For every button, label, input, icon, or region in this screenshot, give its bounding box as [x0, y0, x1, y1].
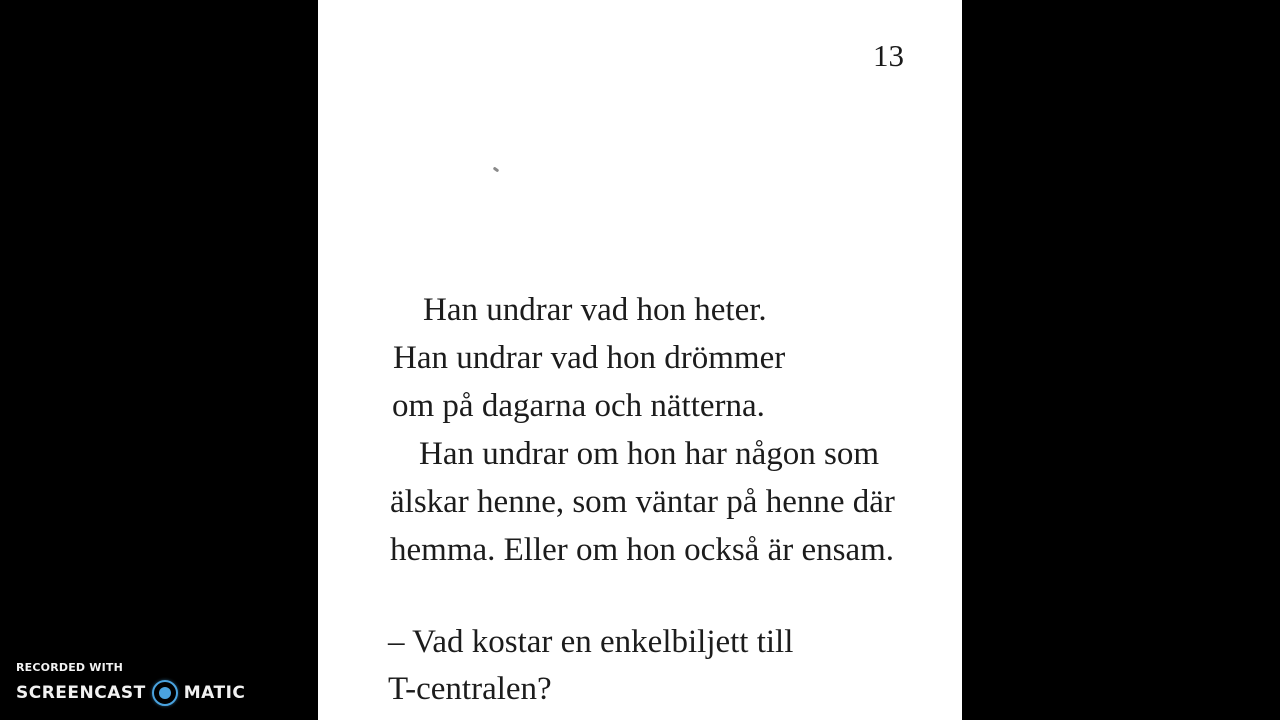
watermark-brand [16, 680, 245, 706]
text-line: Han undrar vad hon drömmer [393, 340, 786, 376]
screencast-watermark [16, 660, 256, 710]
watermark-recorded-with: RECORDED WITH [16, 661, 124, 674]
text-line: – Vad kostar en enkelbiljett till [388, 624, 794, 660]
text-line: Han undrar om hon har någon som [419, 436, 880, 472]
text-line: Han undrar vad hon heter. [423, 292, 767, 328]
text-line: hemma. Eller om hon också är ensam. [390, 532, 895, 568]
watermark-brand-left: SCREENCAST [16, 683, 146, 703]
scanned-book-page [318, 0, 962, 720]
text-line: om på dagarna och nätterna. [392, 388, 765, 424]
text-line: T-centralen? [388, 671, 552, 707]
page-number: 13 [873, 38, 904, 73]
logo-dot [159, 687, 171, 699]
screencastomatic-circle-icon [152, 680, 178, 706]
watermark-brand-right: MATIC [183, 683, 246, 703]
text-line: älskar henne, som väntar på henne där [390, 484, 895, 520]
scan-speck [493, 167, 500, 173]
